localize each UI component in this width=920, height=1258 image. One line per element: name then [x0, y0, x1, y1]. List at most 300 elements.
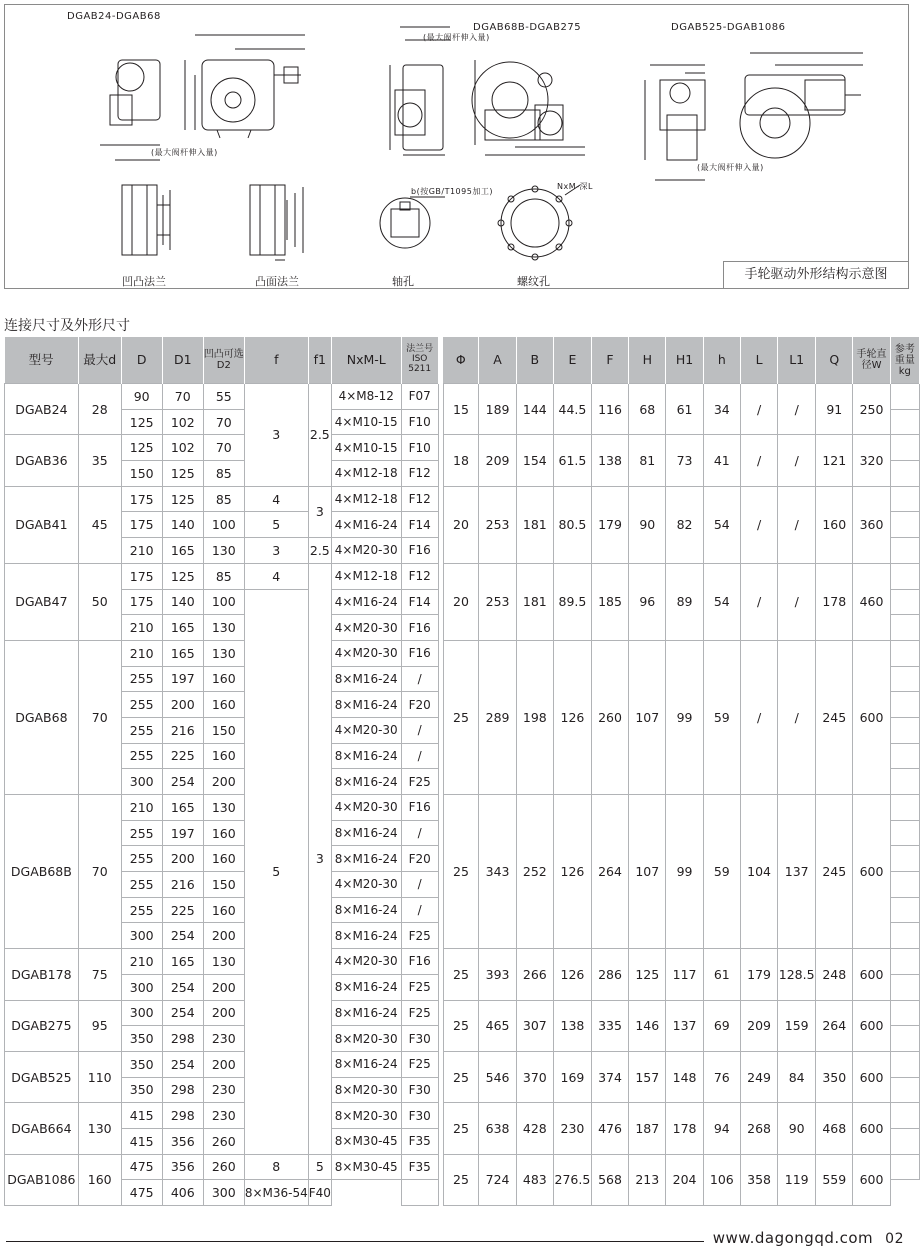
cell-E: 126: [553, 795, 591, 949]
table-row: [5, 486, 920, 512]
cell-flange: F25: [401, 1051, 438, 1077]
cell-D1: 298: [162, 1077, 203, 1103]
cell-H1: 99: [666, 640, 703, 794]
cell-phi: 25: [443, 1000, 479, 1051]
cell-gap: [438, 461, 443, 487]
cell-weight: [890, 897, 919, 923]
cell-weight: [890, 640, 919, 666]
cell-h: 54: [703, 563, 740, 640]
cell-D1: 298: [162, 1026, 203, 1052]
cell-flange: F16: [401, 640, 438, 666]
cell-nxm: 4×M12-18: [331, 461, 401, 487]
thread-hole-detail: [498, 185, 580, 260]
cell-f: 5: [244, 512, 308, 538]
cell-model: DGAB178: [5, 949, 79, 1000]
cell-f1: 5: [308, 1154, 331, 1180]
cell-D1: 298: [162, 1103, 203, 1129]
table-row: [5, 1000, 920, 1026]
cell-W: 600: [853, 1000, 890, 1051]
cell-D: 475: [121, 1180, 162, 1206]
flange-convex-section: [250, 185, 303, 260]
cell-gap: [438, 409, 443, 435]
cell-h: 59: [703, 795, 740, 949]
cell-D2: 260: [203, 1154, 244, 1180]
cell-f: 8: [244, 1154, 308, 1180]
cell-Q: 91: [816, 384, 853, 435]
cell-E: 44.5: [553, 384, 591, 435]
cell-A: 289: [479, 640, 516, 794]
col-D: D: [121, 337, 162, 384]
cell-D: 255: [121, 872, 162, 898]
table-row: [5, 1154, 920, 1180]
cell-E: 276.5: [553, 1154, 591, 1205]
cell-weight: [890, 795, 919, 821]
cell-Q: 245: [816, 640, 853, 794]
cell-L: 209: [740, 1000, 777, 1051]
cell-D2: 230: [203, 1077, 244, 1103]
cell-f1: 3: [308, 486, 331, 537]
cell-A: 393: [479, 949, 516, 1000]
cell-flange: F30: [401, 1077, 438, 1103]
cell-F: 116: [591, 384, 628, 435]
cell-H1: 204: [666, 1154, 703, 1205]
cell-nxm: 4×M16-24: [331, 589, 401, 615]
cell-D: 210: [121, 640, 162, 666]
keyway-note: b(按GB/T1095加工): [411, 187, 493, 196]
cell-D1: 70: [162, 384, 203, 410]
cell-weight: [890, 743, 919, 769]
cell-nxm: 8×M16-24: [331, 897, 401, 923]
cell-D: 175: [121, 589, 162, 615]
cell-W: 460: [853, 563, 890, 640]
cell-D2: 200: [203, 974, 244, 1000]
col-h: h: [703, 337, 740, 384]
cell-D2: 230: [203, 1103, 244, 1129]
table-row: [5, 1051, 920, 1077]
cell-D2: 130: [203, 795, 244, 821]
cell-D2: 230: [203, 1026, 244, 1052]
cell-phi: 18: [443, 435, 479, 486]
cell-W: 600: [853, 640, 890, 794]
cell-nxm: 8×M20-30: [331, 1026, 401, 1052]
cell-nxm: 8×M36-54: [244, 1180, 308, 1206]
cell-F: 260: [591, 640, 628, 794]
col-f: f: [244, 337, 308, 384]
table-row: [5, 795, 920, 821]
cell-weight: [890, 538, 919, 564]
cell-phi: 25: [443, 1154, 479, 1205]
cell-max-d: 130: [78, 1103, 121, 1154]
cell-nxm: 8×M16-24: [331, 820, 401, 846]
cell-H1: 82: [666, 486, 703, 563]
footer: [713, 1229, 904, 1247]
cell-weight: [890, 1051, 919, 1077]
cell-D1: 254: [162, 1000, 203, 1026]
cell-L1: /: [778, 640, 816, 794]
cell-D1: 125: [162, 563, 203, 589]
cell-phi: 25: [443, 949, 479, 1000]
cell-A: 343: [479, 795, 516, 949]
diagram-legend: 手轮驱动外形结构示意图: [723, 261, 908, 288]
cell-gap: [438, 923, 443, 949]
cell-flange: F25: [401, 923, 438, 949]
cell-D: 90: [121, 384, 162, 410]
col-H: H: [629, 337, 666, 384]
cell-gap: [438, 692, 443, 718]
cell-L1: 84: [778, 1051, 816, 1102]
cell-phi: 15: [443, 384, 479, 435]
cell-H: 81: [629, 435, 666, 486]
cell-F: 179: [591, 486, 628, 563]
cell-gap: [438, 1026, 443, 1052]
cell-E: 80.5: [553, 486, 591, 563]
thread-note: NxM-深L: [557, 182, 593, 191]
cell-weight: [890, 666, 919, 692]
group1-side-view: [100, 60, 160, 160]
cell-nxm: 4×M20-30: [331, 615, 401, 641]
cell-F: 185: [591, 563, 628, 640]
cell-L1: 119: [778, 1154, 816, 1205]
cell-weight: [890, 846, 919, 872]
cell-D: 175: [121, 512, 162, 538]
cell-D1: 254: [162, 923, 203, 949]
cell-H: 157: [629, 1051, 666, 1102]
table-header-row: [5, 337, 920, 384]
caption-concave-flange: 凹凸法兰: [122, 275, 166, 288]
cell-weight: [890, 692, 919, 718]
cell-weight: [890, 949, 919, 975]
cell-A: 465: [479, 1000, 516, 1051]
cell-D1: 125: [162, 486, 203, 512]
cell-A: 546: [479, 1051, 516, 1102]
cell-D: 300: [121, 769, 162, 795]
col-f1: f1: [308, 337, 331, 384]
cell-D2: 200: [203, 1051, 244, 1077]
cell-gap: [438, 1128, 443, 1154]
cell-max-d: 110: [78, 1051, 121, 1102]
cell-max-d: 70: [78, 795, 121, 949]
cell-flange: F40: [308, 1180, 331, 1206]
cell-gap: [438, 512, 443, 538]
cell-H: 146: [629, 1000, 666, 1051]
cell-D1: 254: [162, 1051, 203, 1077]
cell-L1: 137: [778, 795, 816, 949]
cell-H: 187: [629, 1103, 666, 1154]
cell-flange: F16: [401, 538, 438, 564]
col-model: 型号: [5, 337, 79, 384]
col-B: B: [516, 337, 553, 384]
cell-D: 210: [121, 795, 162, 821]
cell-flange: F16: [401, 795, 438, 821]
cell-H: 125: [629, 949, 666, 1000]
cell-nxm: 4×M20-30: [331, 949, 401, 975]
col-D2: 凹凸可选D2: [203, 337, 244, 384]
cell-weight: [890, 1026, 919, 1052]
cell-flange: F30: [401, 1026, 438, 1052]
table-row: [5, 384, 920, 410]
cell-flange: /: [401, 743, 438, 769]
cell-H1: 89: [666, 563, 703, 640]
cell-nxm: 4×M20-30: [331, 538, 401, 564]
cell-D2: 130: [203, 640, 244, 666]
cell-B: 252: [516, 795, 553, 949]
cell-H1: 73: [666, 435, 703, 486]
cell-weight: [890, 409, 919, 435]
cell-H1: 148: [666, 1051, 703, 1102]
cell-nxm: 4×M8-12: [331, 384, 401, 410]
cell-flange: /: [401, 872, 438, 898]
cell-h: 69: [703, 1000, 740, 1051]
cell-flange: F25: [401, 1000, 438, 1026]
group2-title: DGAB68B-DGAB275: [473, 22, 582, 33]
cell-D: 125: [121, 409, 162, 435]
cell-flange: F12: [401, 461, 438, 487]
cell-gap: [438, 1077, 443, 1103]
cell-max-d: 45: [78, 486, 121, 563]
cell-model: DGAB525: [5, 1051, 79, 1102]
cell-D1: 165: [162, 640, 203, 666]
cell-E: 138: [553, 1000, 591, 1051]
cell-L: 179: [740, 949, 777, 1000]
cell-model: DGAB41: [5, 486, 79, 563]
col-weight: 参考重量kg: [890, 337, 919, 384]
cell-phi: 25: [443, 1051, 479, 1102]
cell-D1: 125: [162, 461, 203, 487]
group3-title: DGAB525-DGAB1086: [671, 22, 786, 33]
cell-gap: [331, 1180, 401, 1206]
cell-D: 175: [121, 486, 162, 512]
cell-D: 255: [121, 692, 162, 718]
cell-Q: 178: [816, 563, 853, 640]
col-W: 手轮直径W: [853, 337, 890, 384]
group2-front-view: [472, 60, 585, 155]
cell-nxm: 4×M12-18: [331, 486, 401, 512]
cell-nxm: 8×M30-45: [331, 1154, 401, 1180]
cell-f1: 3: [308, 563, 331, 1154]
cell-nxm: 8×M16-24: [331, 692, 401, 718]
cell-gap: [438, 897, 443, 923]
cell-flange: /: [401, 897, 438, 923]
col-flange-sub: ISO 5211: [408, 354, 432, 374]
cell-flange: F07: [401, 384, 438, 410]
cell-Q: 350: [816, 1051, 853, 1102]
col-F: F: [591, 337, 628, 384]
table-body: [5, 384, 920, 1206]
cell-D2: 200: [203, 769, 244, 795]
cell-D1: 225: [162, 743, 203, 769]
col-H1: H1: [666, 337, 703, 384]
cell-D2: 55: [203, 384, 244, 410]
cell-D: 210: [121, 615, 162, 641]
cell-L: /: [740, 486, 777, 563]
cell-D: 300: [121, 923, 162, 949]
cell-flange: F20: [401, 692, 438, 718]
cell-gap: [438, 743, 443, 769]
cell-Q: 248: [816, 949, 853, 1000]
cell-D: 255: [121, 666, 162, 692]
cell-model: DGAB36: [5, 435, 79, 486]
cell-D2: 160: [203, 692, 244, 718]
cell-max-d: 75: [78, 949, 121, 1000]
cell-D2: 70: [203, 435, 244, 461]
cell-weight: [890, 435, 919, 461]
cell-W: 360: [853, 486, 890, 563]
footer-url: www.dagongqd.com: [712, 1229, 874, 1247]
cell-h: 76: [703, 1051, 740, 1102]
group2-side-view: [390, 27, 450, 155]
cell-D1: 200: [162, 692, 203, 718]
cell-nxm: 8×M16-24: [331, 666, 401, 692]
cell-f: 3: [244, 384, 308, 487]
cell-L1: /: [778, 435, 816, 486]
cell-H1: 117: [666, 949, 703, 1000]
cell-H: 213: [629, 1154, 666, 1205]
cell-L: /: [740, 640, 777, 794]
cell-D: 350: [121, 1077, 162, 1103]
cell-gap: [438, 615, 443, 641]
cell-L: 104: [740, 795, 777, 949]
cell-H: 90: [629, 486, 666, 563]
cell-L1: /: [778, 563, 816, 640]
cell-Q: 264: [816, 1000, 853, 1051]
cell-weight: [890, 1154, 919, 1180]
cell-h: 34: [703, 384, 740, 435]
cell-D1: 254: [162, 769, 203, 795]
section-title: 连接尺寸及外形尺寸: [4, 318, 130, 334]
group1-stem-note: (最大阀杆伸入量): [151, 148, 218, 157]
cell-weight: [890, 461, 919, 487]
cell-H1: 99: [666, 795, 703, 949]
cell-weight: [890, 1000, 919, 1026]
cell-nxm: 8×M16-24: [331, 743, 401, 769]
col-L: L: [740, 337, 777, 384]
cell-weight: [890, 820, 919, 846]
cell-nxm: 4×M12-18: [331, 563, 401, 589]
cell-flange: F12: [401, 563, 438, 589]
col-flange: [401, 337, 438, 384]
cell-D: 175: [121, 563, 162, 589]
cell-D2: 85: [203, 486, 244, 512]
cell-D1: 356: [162, 1128, 203, 1154]
cell-weight: [890, 384, 919, 410]
cell-D: 255: [121, 717, 162, 743]
cell-weight: [401, 1180, 438, 1206]
cell-flange: F16: [401, 949, 438, 975]
caption-thread-hole: 螺纹孔: [517, 275, 550, 288]
cell-W: 600: [853, 949, 890, 1000]
col-E: E: [553, 337, 591, 384]
cell-flange: F30: [401, 1103, 438, 1129]
cell-weight: [890, 563, 919, 589]
cell-weight: [890, 1103, 919, 1129]
cell-Q: 160: [816, 486, 853, 563]
cell-W: 600: [853, 795, 890, 949]
cell-weight: [890, 923, 919, 949]
table-row: [5, 435, 920, 461]
cell-H: 107: [629, 640, 666, 794]
cell-D2: 100: [203, 589, 244, 615]
cell-D1: 197: [162, 666, 203, 692]
cell-B: 483: [516, 1154, 553, 1205]
cell-D: 210: [121, 949, 162, 975]
cell-D: 125: [121, 435, 162, 461]
cell-nxm: 8×M16-24: [331, 974, 401, 1000]
cell-flange: F10: [401, 409, 438, 435]
cell-model: DGAB68: [5, 640, 79, 794]
cell-phi: 25: [443, 640, 479, 794]
cell-phi: 20: [443, 486, 479, 563]
cell-h: 41: [703, 435, 740, 486]
cell-F: 335: [591, 1000, 628, 1051]
cell-weight: [890, 872, 919, 898]
cell-weight: [890, 512, 919, 538]
cell-nxm: 4×M10-15: [331, 409, 401, 435]
cell-nxm: 4×M20-30: [331, 717, 401, 743]
cell-D: 210: [121, 538, 162, 564]
cell-D1: 197: [162, 820, 203, 846]
group3-front-view: [740, 53, 863, 158]
cell-L1: 90: [778, 1103, 816, 1154]
cell-D1: 140: [162, 512, 203, 538]
cell-f: 4: [244, 563, 308, 589]
cell-B: 370: [516, 1051, 553, 1102]
cell-D1: 102: [162, 409, 203, 435]
cell-L1: 128.5: [778, 949, 816, 1000]
flange-concave-section: [122, 185, 170, 255]
cell-model: DGAB24: [5, 384, 79, 435]
cell-D: 150: [121, 461, 162, 487]
cell-D2: 150: [203, 872, 244, 898]
cell-gap: [438, 872, 443, 898]
cell-model: DGAB47: [5, 563, 79, 640]
cell-D1: 216: [162, 717, 203, 743]
cell-h: 106: [703, 1154, 740, 1205]
cell-D2: 150: [203, 717, 244, 743]
cell-F: 374: [591, 1051, 628, 1102]
group1-title: DGAB24-DGAB68: [67, 11, 161, 22]
cell-flange: F25: [401, 974, 438, 1000]
cell-D1: 225: [162, 897, 203, 923]
group3-stem-note: (最大阀杆伸入量): [697, 163, 764, 172]
cell-D2: 160: [203, 820, 244, 846]
cell-Q: 468: [816, 1103, 853, 1154]
cell-f: 3: [244, 538, 308, 564]
cell-F: 264: [591, 795, 628, 949]
cell-D1: 254: [162, 974, 203, 1000]
cell-weight: [890, 1077, 919, 1103]
cell-f1: 2.5: [308, 384, 331, 487]
table-row: [5, 640, 920, 666]
cell-weight: [890, 615, 919, 641]
cell-E: 126: [553, 640, 591, 794]
cell-phi: 25: [443, 795, 479, 949]
dimension-table: [4, 337, 920, 1206]
cell-D2: 160: [203, 846, 244, 872]
cell-D2: 130: [203, 538, 244, 564]
cell-flange: F35: [401, 1154, 438, 1180]
cell-max-d: 160: [78, 1154, 121, 1205]
cell-D2: 160: [203, 897, 244, 923]
cell-L1: /: [778, 384, 816, 435]
cell-h: 59: [703, 640, 740, 794]
cell-A: 253: [479, 563, 516, 640]
cell-Q: 121: [816, 435, 853, 486]
cell-gap: [438, 717, 443, 743]
cell-flange: F16: [401, 615, 438, 641]
cell-gap: [438, 538, 443, 564]
cell-weight: [890, 717, 919, 743]
cell-D2: 70: [203, 409, 244, 435]
